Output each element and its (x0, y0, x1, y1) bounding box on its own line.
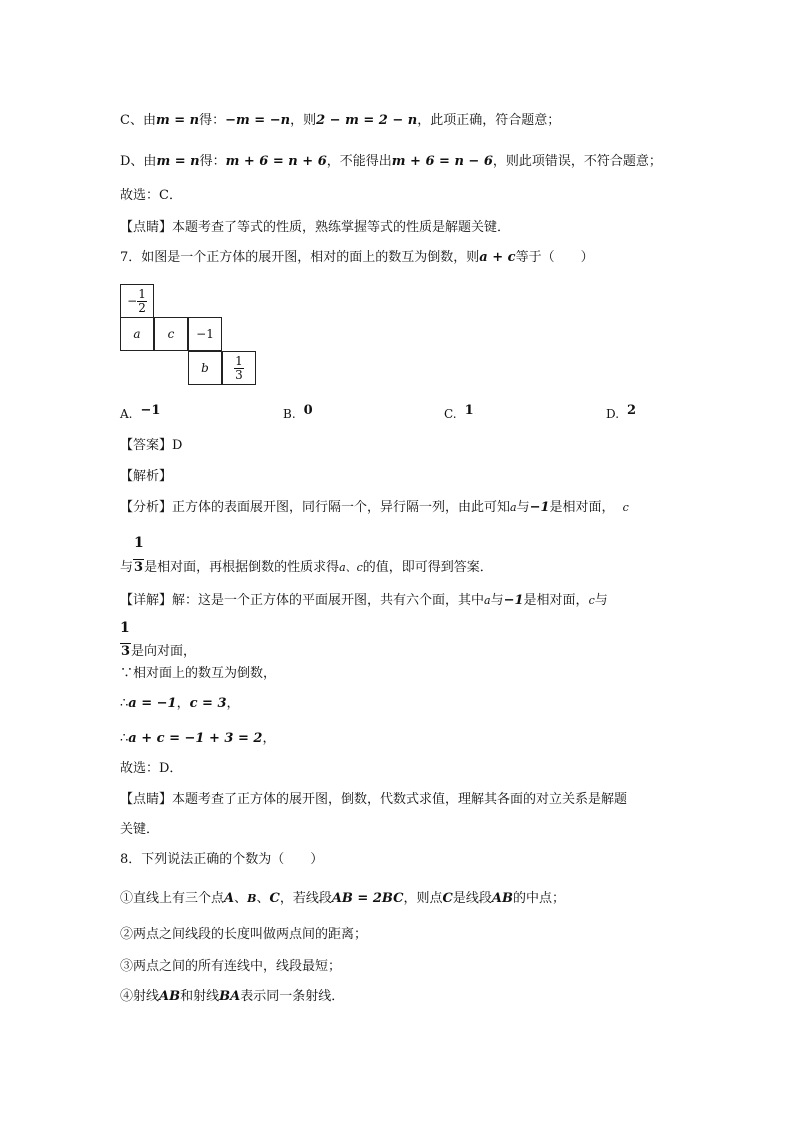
text: 与 (120, 560, 134, 575)
analysis-line-1 (120, 498, 629, 518)
math: −m = −n (225, 113, 291, 128)
fraction (234, 355, 244, 382)
denominator: 2 (138, 300, 146, 315)
text: 的值，即可得到答案． (362, 560, 493, 575)
net-cell-third (222, 351, 256, 385)
vars: a、c (339, 561, 363, 574)
net-cell-a (120, 317, 154, 351)
detail-fraction (120, 620, 130, 636)
net-cell-neg-half (120, 284, 154, 318)
detail-line-1 (120, 591, 608, 611)
text: C、由 (120, 113, 156, 128)
detail-line-2 (120, 642, 196, 662)
text: 等于（ ） (515, 250, 594, 265)
text: ，则点 (403, 891, 443, 906)
option-value: −1 (140, 403, 161, 418)
segment-ab: AB (491, 891, 513, 906)
point-b: B (247, 892, 257, 905)
comment-1: 【点睛】本题考查了等式的性质，熟练掌握等式的性质是解题关键． (120, 220, 511, 235)
text: ， (176, 696, 190, 711)
option-label: C. (444, 407, 457, 421)
option-value: 2 (627, 403, 637, 418)
point-a: A (224, 891, 235, 906)
option-c-explanation (120, 111, 560, 131)
math: m = n (155, 113, 200, 128)
text: 得： (199, 154, 226, 169)
text: ， (226, 696, 240, 711)
denominator: 3 (134, 560, 144, 575)
option-a[interactable] (120, 403, 161, 422)
var-a: a (510, 501, 517, 514)
statement-4 (120, 987, 344, 1007)
text: ，若线段 (279, 891, 332, 906)
text: ，则此项错误，不符合题意； (492, 154, 662, 169)
numerator: 1 (120, 620, 130, 636)
therefore-symbol: ∴ (120, 696, 129, 711)
text: ①直线上有三个点 (120, 891, 225, 906)
text: 是相对面， (523, 593, 589, 608)
analysis-title: 【解析】 (120, 469, 173, 484)
comment-2: 【点睛】本题考查了正方体的展开图，倒数，代数式求值，理解其各面的对立关系是解题 (120, 792, 628, 807)
net-cell-c (154, 317, 188, 351)
comment-2-cont: 关键． (120, 822, 160, 837)
therefore-symbol: ∴ (120, 731, 129, 746)
var-c: c (588, 594, 595, 607)
var-c: c (622, 501, 629, 514)
statement-1 (120, 889, 565, 909)
text: 【分析】正方体的表面展开图，同行隔一个，异行隔一列，由此可知 (120, 500, 511, 515)
point-c: C (442, 891, 453, 906)
math: −1 (503, 593, 524, 608)
text: 与 (490, 593, 504, 608)
text: 与 (594, 593, 608, 608)
text: 和射线 (180, 989, 220, 1004)
numerator: 1 (235, 353, 243, 368)
ray-ab: AB (159, 989, 181, 1004)
option-label: B. (283, 407, 296, 421)
analysis-line-2 (120, 558, 493, 578)
text: 与 (516, 500, 530, 515)
detail-because: ∵相对面上的数互为倒数， (120, 666, 277, 681)
option-d-explanation (120, 152, 662, 172)
math: m + 6 = n + 6 (225, 154, 327, 169)
detail-so-2 (120, 729, 275, 749)
text: 7．如图是一个正方体的展开图，相对的面上的数互为倒数，则 (120, 250, 480, 265)
statement-3: ③两点之间的所有连线中，线段最短； (120, 959, 342, 974)
text: 是线段 (452, 891, 492, 906)
denominator: 3 (235, 367, 243, 382)
numerator: 1 (138, 286, 146, 301)
text: 、 (256, 891, 270, 906)
math: −1 (529, 500, 550, 515)
math: c = 3 (189, 696, 227, 711)
text: D、由 (120, 154, 157, 169)
math: a = −1 (128, 696, 177, 711)
text: ， (262, 731, 276, 746)
math: 2 − m = 2 − n (316, 113, 418, 128)
text: ④射线 (120, 989, 160, 1004)
text: 得： (199, 113, 226, 128)
var-a: a (484, 594, 491, 607)
net-cell-neg-one (188, 317, 222, 351)
text: ，此项正确，符合题意； (417, 113, 561, 128)
point-c: C (269, 891, 280, 906)
text: 的中点； (512, 891, 565, 906)
option-b[interactable] (283, 403, 313, 422)
math: m = n (156, 154, 200, 169)
statement-2: ②两点之间线段的长度叫做两点间的距离； (120, 927, 368, 942)
option-label: D. (606, 407, 620, 421)
text: 表示同一条射线． (240, 989, 345, 1004)
option-label: A. (120, 407, 133, 421)
detail-so-1 (120, 694, 240, 714)
denominator: 3 (121, 644, 131, 659)
text: 是相对面，再根据倒数的性质求得 (144, 560, 340, 575)
choice-c: 故选：C． (120, 188, 182, 203)
text: 是向对面， (131, 644, 197, 659)
option-c[interactable] (444, 403, 474, 422)
answer: 【答案】D (120, 438, 183, 453)
value: −1 (196, 327, 214, 341)
numerator: 1 (134, 535, 144, 551)
var-a: a (133, 327, 141, 341)
text: 是相对面， (549, 500, 615, 515)
option-value: 0 (303, 403, 313, 418)
ray-ba: BA (219, 989, 241, 1004)
option-value: 1 (464, 403, 474, 418)
math: AB = 2BC (331, 891, 404, 906)
question-7 (120, 248, 594, 268)
text: 、 (234, 891, 248, 906)
var-c: c (167, 327, 175, 341)
text: ，则 (290, 113, 317, 128)
question-8: 8．下列说法正确的个数为（ ） (120, 852, 324, 867)
var-b: b (201, 361, 209, 375)
math: a + c = −1 + 3 = 2 (128, 731, 263, 746)
text: ，不能得出 (326, 154, 392, 169)
sign: − (127, 294, 138, 308)
math: a + c (479, 250, 516, 265)
choice-d: 故选：D． (120, 761, 183, 776)
math: m + 6 = n − 6 (391, 154, 493, 169)
analysis-fraction (134, 535, 144, 551)
fraction (137, 288, 147, 315)
option-d[interactable] (606, 403, 637, 422)
text: 【详解】解：这是一个正方体的平面展开图，共有六个面，其中 (120, 593, 485, 608)
net-cell-b (188, 351, 222, 385)
